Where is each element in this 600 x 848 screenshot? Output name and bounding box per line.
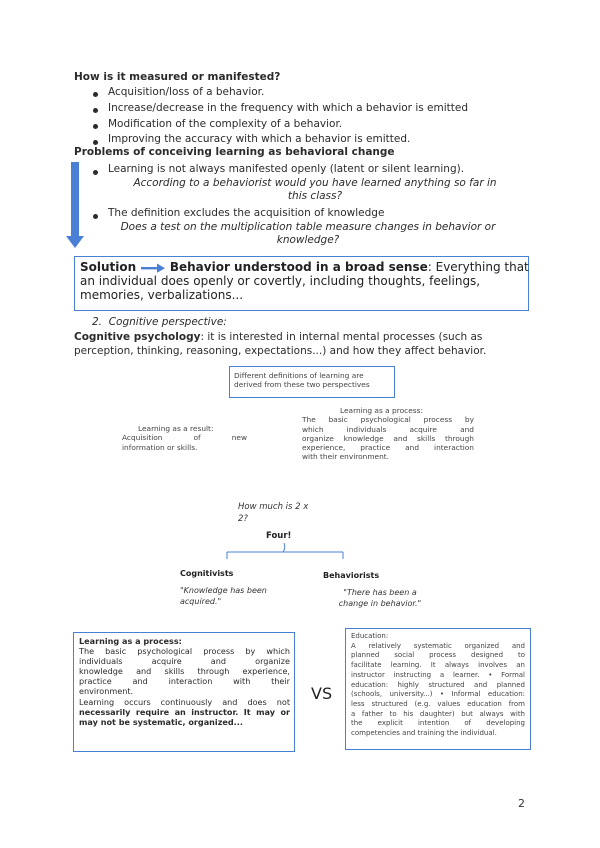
bullet bbox=[93, 214, 98, 219]
measured-item: Modification of the complexity of a behavior. bbox=[108, 118, 343, 130]
problems-heading: Problems of conceiving learning as behavioral change bbox=[74, 146, 395, 158]
problems-item-2: The definition excludes the acquisition of knowledge bbox=[108, 207, 385, 219]
cognitive-definition: Cognitive psychology: it is interested in internal mental processes (such as perception, thinking, reasoning, expectations...) and how they affect behavior. bbox=[74, 331, 487, 357]
measured-item: Acquisition/loss of a behavior. bbox=[108, 86, 265, 98]
measured-heading: How is it measured or manifested? bbox=[74, 71, 281, 83]
answer-label: Four! bbox=[266, 531, 292, 541]
bullet bbox=[93, 140, 98, 145]
multiplication-question: How much is 2 x 2? bbox=[238, 502, 309, 524]
bullet bbox=[93, 92, 98, 97]
question-2: Does a test on the multiplication table measure changes in behavior or knowledge? bbox=[120, 221, 496, 246]
solution-label: Solution bbox=[80, 260, 137, 274]
solution-text: Solution Behavior understood in a broad sense: Everything that an individual does openly or covertly, including thoughts, feelings, memories, verbalizations... bbox=[80, 260, 529, 302]
solution-emphasis: Behavior understood in a broad sense bbox=[169, 260, 428, 274]
behaviorists-quote: "There has been a change in behavior." bbox=[338, 588, 422, 608]
page-number: 2 bbox=[518, 797, 525, 810]
problems-item-1: Learning is not always manifested openly (latent or silent learning). bbox=[108, 163, 465, 175]
cognitive-term: Cognitive psychology bbox=[74, 331, 201, 343]
bullet bbox=[93, 124, 98, 129]
bullet bbox=[93, 170, 98, 175]
cognitive-heading: 2. Cognitive perspective: bbox=[92, 316, 227, 328]
cognitivists-label: Cognitivists bbox=[180, 569, 234, 578]
behaviorists-label: Behaviorists bbox=[323, 571, 380, 580]
education-text: Education: A relatively systematic organized and planned social process designed to facilitate learning. It always involves an instructor instructing a learner. • Formal education: highly structured and planned (schools, university...) • Informal education: less structured (e.g. values education from a father to his daughter) but always with the explicit intention of developing competencies and training the individual. bbox=[351, 632, 525, 738]
measured-item: Improving the accuracy with which a behavior is emitted. bbox=[108, 133, 411, 145]
definitions-text: Different definitions of learning are derived from these two perspectives bbox=[234, 371, 370, 390]
question-1: According to a behaviorist would you have learned anything so far in this class? bbox=[133, 177, 497, 202]
cognitivists-quote: "Knowledge has been acquired." bbox=[180, 586, 267, 606]
measured-item: Increase/decrease in the frequency with which a behavior is emitted bbox=[108, 102, 469, 114]
process-box-text: Learning as a process: The basic psychological process by which individuals acquire and organize knowledge and skills through experience, practice and interaction with their environment. Learning occurs continuously and does not necessarily require an instructor. It may or may not be systematic, organized... bbox=[79, 636, 290, 727]
bullet bbox=[93, 108, 98, 113]
result-definition: Learning as a result: Acquisition of new information or skills. bbox=[122, 424, 247, 452]
arrow-right-icon bbox=[140, 263, 166, 273]
vs-label: VS bbox=[311, 684, 333, 703]
process-definition: Learning as a process: The basic psychological process by which individuals acquire and organize knowledge and skills through experience, practice and interaction with their environment. bbox=[302, 406, 474, 462]
